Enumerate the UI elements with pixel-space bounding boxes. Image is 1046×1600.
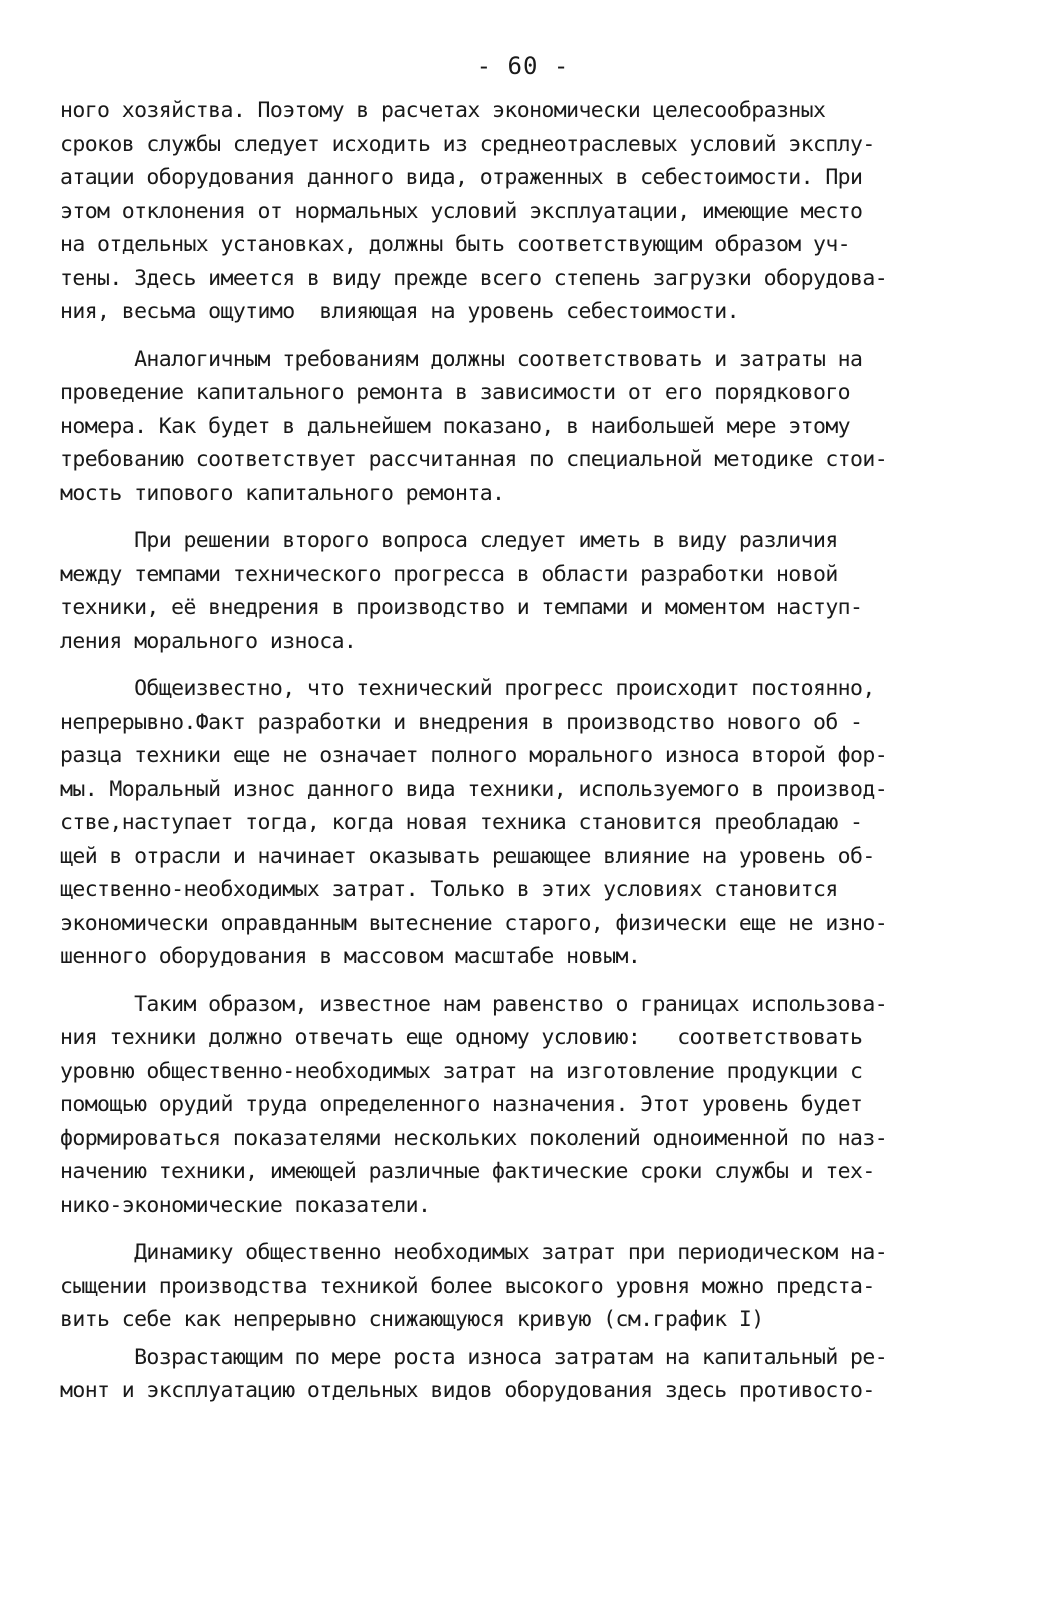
- text-line: ния техники должно отвечать еще одному условию: соответствовать: [60, 1025, 863, 1050]
- text-line: мы. Моральный износ данного вида техники, используемого в производ-: [60, 776, 888, 802]
- paragraph-2: [60, 343, 1000, 511]
- paragraph-4: [60, 672, 1000, 974]
- paragraph-6: [60, 1236, 1000, 1337]
- text-line: начению техники, имеющей различные фактические сроки службы и тех-: [60, 1159, 875, 1184]
- text-line: стве,наступает тогда, когда новая техника становится преобладаю -: [60, 810, 863, 835]
- text-line: вить себе как непрерывно снижающуюся кривую (см.график I): [60, 1307, 764, 1332]
- page-body: [60, 94, 1000, 1408]
- text-line: техники, её внедрения в производство и темпами и моментом наступ-: [60, 595, 863, 620]
- text-line: формироваться показателями нескольких поколений одноименной по наз-: [60, 1125, 888, 1151]
- text-line: разца техники еще не означает полного морального износа второй фор-: [60, 743, 888, 768]
- text-line: этом отклонения от нормальных условий эксплуатации, имеющие место: [60, 198, 863, 224]
- paragraph-5: [60, 988, 1000, 1223]
- text-line: ного хозяйства. Поэтому в расчетах экономически целесообразных: [60, 98, 826, 123]
- text-line: Динамику общественно необходимых затрат при периодическом на-: [60, 1240, 888, 1265]
- text-line: мость типового капитального ремонта.: [60, 480, 505, 506]
- text-line: Таким образом, известное нам равенство о границах использова-: [60, 991, 888, 1017]
- text-line: непрерывно.Факт разработки и внедрения в производство нового об -: [60, 709, 863, 735]
- text-line: щественно-необходимых затрат. Только в этих условиях становится: [60, 877, 838, 902]
- paragraph-7: [60, 1341, 1000, 1408]
- paragraph-3: [60, 524, 1000, 658]
- text-line: щей в отрасли и начинает оказывать решающее влияние на уровень об-: [60, 843, 875, 869]
- text-line: на отдельных установках, должны быть соответствующим образом уч-: [60, 232, 851, 257]
- text-line: помощью орудий труда определенного назначения. Этот уровень будет: [60, 1092, 863, 1117]
- text-line: между темпами технического прогресса в области разработки новой: [60, 561, 838, 587]
- text-line: ления морального износа.: [60, 628, 357, 654]
- text-line: ния, весьма ощутимо влияющая на уровень себестоимости.: [60, 299, 739, 324]
- text-line: требованию соответствует рассчитанная по специальной методике стои-: [60, 447, 888, 472]
- text-line: шенного оборудования в массовом масштабе новым.: [60, 944, 641, 969]
- text-line: сыщении производства техникой более высокого уровня можно предста-: [60, 1273, 875, 1299]
- page-number: - 60 -: [476, 52, 570, 80]
- text-line: тены. Здесь имеется в виду прежде всего степень загрузки оборудова-: [60, 265, 888, 291]
- text-line: номера. Как будет в дальнейшем показано, в наибольшей мере этому: [60, 413, 851, 439]
- text-line: уровню общественно-необходимых затрат на изготовление продукции с: [60, 1058, 863, 1084]
- paragraph-1: [60, 94, 1000, 329]
- text-line: атации оборудования данного вида, отраженных в себестоимости. При: [60, 165, 863, 190]
- text-line: монт и эксплуатацию отдельных видов оборудования здесь противосто-: [60, 1378, 875, 1403]
- text-line: экономически оправданным вытеснение старого, физически еще не изно-: [60, 910, 888, 936]
- text-line: Общеизвестно, что технический прогресс происходит постоянно,: [60, 676, 875, 701]
- text-line: Возрастающим по мере роста износа затратам на капитальный ре-: [60, 1344, 888, 1370]
- text-line: При решении второго вопроса следует иметь в виду различия: [60, 528, 838, 553]
- text-line: сроков службы следует исходить из среднеотраслевых условий эксплу-: [60, 131, 875, 157]
- text-line: Аналогичным требованиям должны соответствовать и затраты на: [60, 346, 863, 372]
- text-line: нико-экономические показатели.: [60, 1192, 431, 1218]
- text-line: проведение капитального ремонта в зависимости от его порядкового: [60, 380, 851, 405]
